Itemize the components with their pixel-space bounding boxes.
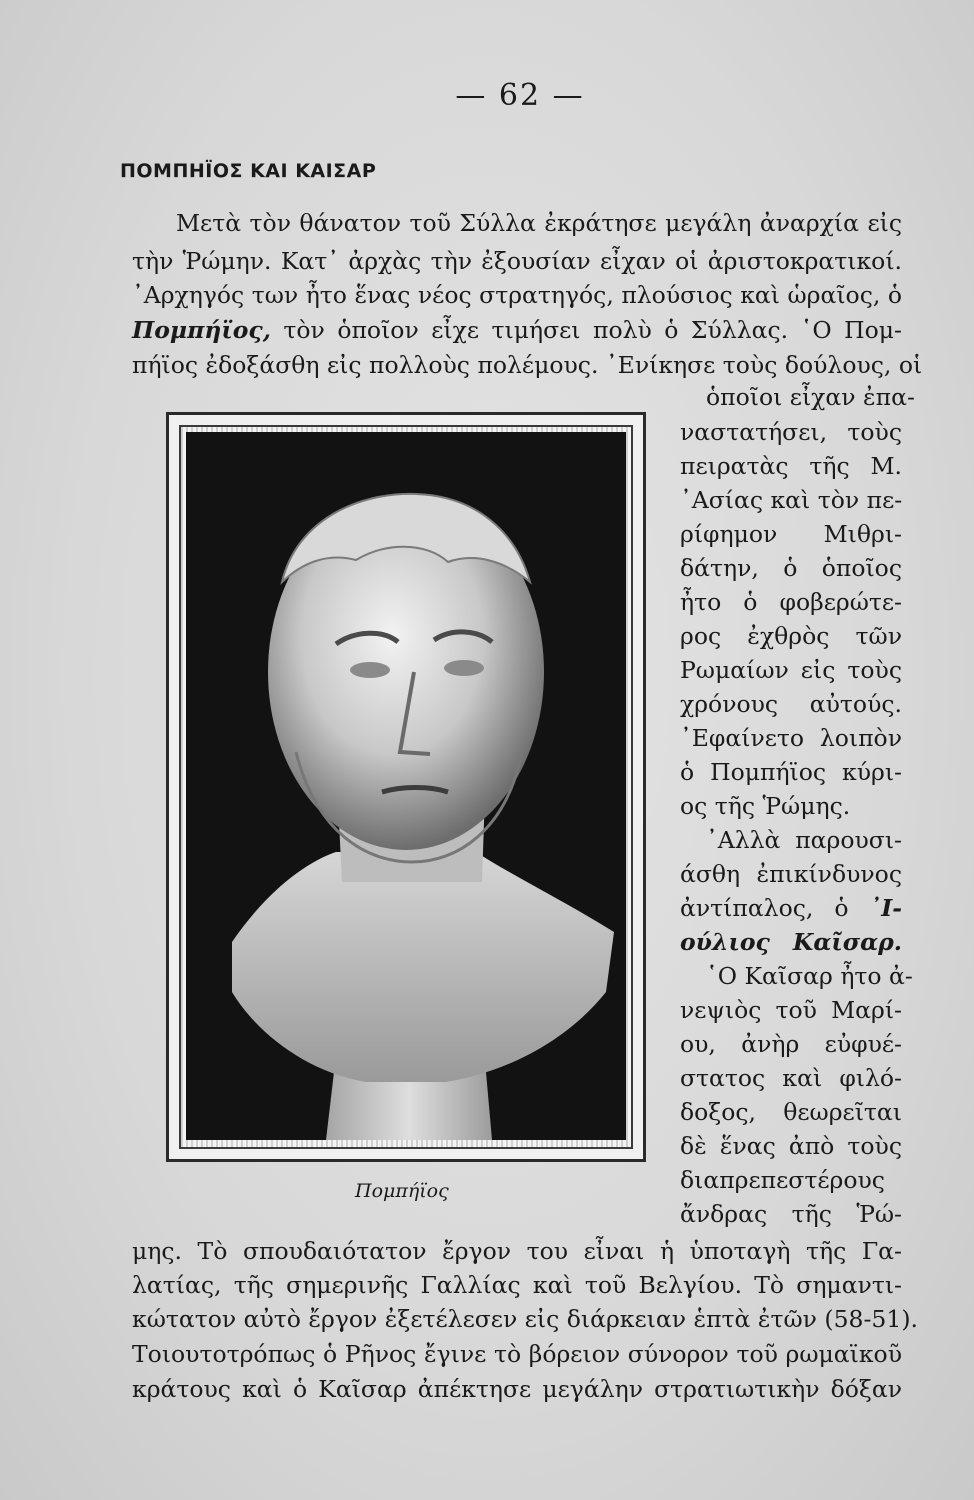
text-line: ῾Ο Καῖσαρ ἦτο ἀ- [706, 962, 913, 990]
text-line: ᾽Αρχηγός των ἦτο ἕνας νέος στρατηγός, πλούσιος καὶ ὡραῖος, ὁ [132, 281, 902, 309]
text-line [680, 928, 902, 956]
text-line: νεψιὸς τοῦ Μαρί- [680, 996, 902, 1024]
text-line: άσθη ἐπικίνδυνος [680, 860, 902, 888]
text-line: ου, ἀνὴρ εὐφυέ- [680, 1030, 902, 1058]
text-line: ἦτο ὁ φοβερώτε- [680, 588, 902, 616]
text-line: μης. Τὸ σπουδαιότατον ἔργον του εἶναι ἡ ὑποταγὴ τῆς Γα- [132, 1237, 902, 1265]
portrait-caption: Πομπήϊος [355, 1180, 449, 1202]
text-line: δάτην, ὁ ὁποῖος [680, 554, 902, 582]
text-line: ρίφημον Μιθρι- [680, 520, 902, 548]
section-heading: ΠΟΜΠΗΪΟΣ ΚΑΙ ΚΑΙΣΑΡ [120, 160, 377, 182]
text-line: ὁποῖοι εἶχαν ἐπα- [706, 383, 915, 411]
text-span: ἀντίπαλος, ὁ [680, 894, 849, 922]
name-kaisar: Καῖσαρ. [792, 928, 902, 956]
bust-photo [186, 432, 626, 1140]
text-line: ναστατήσει, τοὺς [680, 418, 902, 446]
text-line [132, 316, 902, 344]
text-line: κράτους καὶ ὁ Καῖσαρ ἀπέκτησε μεγάλην στρατιωτικὴν δόξαν [132, 1375, 902, 1403]
text-line: ὁ Πομπήϊος κύρι- [680, 758, 902, 786]
text-line: ᾽Αλλὰ παρουσι- [706, 826, 902, 854]
text-line: ἄνδρας τῆς Ῥώ- [680, 1200, 902, 1228]
text-line: πειρατὰς τῆς Μ. [680, 452, 902, 480]
text-line: διαπρεπεστέρους [680, 1166, 885, 1194]
text-line: ρος ἐχθρὸς τῶν [680, 622, 902, 650]
text-span: τὸν ὁποῖον εἶχε τιμήσει πολὺ ὁ Σύλλας. ῾Ο Πομ- [270, 316, 902, 344]
page-number: — 62 — [455, 78, 585, 113]
text-line: κώτατον αὐτὸ ἔργον ἐξετέλεσεν εἰς διάρκειαν ἑπτὰ ἐτῶν (58-51). [132, 1305, 918, 1333]
text-line: ᾽Ασίας καὶ τὸν πε- [680, 486, 903, 514]
text-line: λατίας, τῆς σημερινῆς Γαλλίας καὶ τοῦ Βελγίου. Τὸ σημαντι- [132, 1271, 902, 1299]
text-line: Μετὰ τὸν θάνατον τοῦ Σύλλα ἐκράτησε μεγάλη ἀναρχία εἰς [176, 209, 902, 237]
text-line: δοξος, θεωρεῖται [680, 1098, 902, 1126]
text-line: ᾽Εφαίνετο λοιπὸν [680, 724, 902, 752]
text-line [680, 894, 902, 922]
text-line: ος τῆς Ῥώμης. [680, 792, 851, 820]
name-ioulios: ούλιος [680, 928, 770, 956]
text-line: Τοιουτοτρόπως ὁ Ρῆνος ἔγινε τὸ βόρειον σύνορον τοῦ ρωμαϊκοῦ [132, 1340, 902, 1368]
text-line: Ρωμαίων εἰς τοὺς [680, 656, 902, 684]
name-pompey: Πομπήϊος, [132, 316, 271, 344]
name-iou: ᾽Ι- [869, 894, 902, 922]
text-line: δὲ ἕνας ἀπὸ τοὺς [680, 1132, 902, 1160]
text-line: τὴν Ῥώμην. Κατ᾽ ἀρχὰς τὴν ἐξουσίαν εἶχαν οἱ ἀριστοκρατικοί. [132, 247, 902, 275]
text-line: πήϊος ἐδοξάσθη εἰς πολλοὺς πολέμους. ᾽Ενίκησε τοὺς δούλους, οἱ [132, 351, 923, 379]
text-line: στατος καὶ φιλό- [680, 1064, 902, 1092]
bust-image [186, 432, 626, 1140]
text-line: χρόνους αὐτούς. [680, 690, 902, 718]
